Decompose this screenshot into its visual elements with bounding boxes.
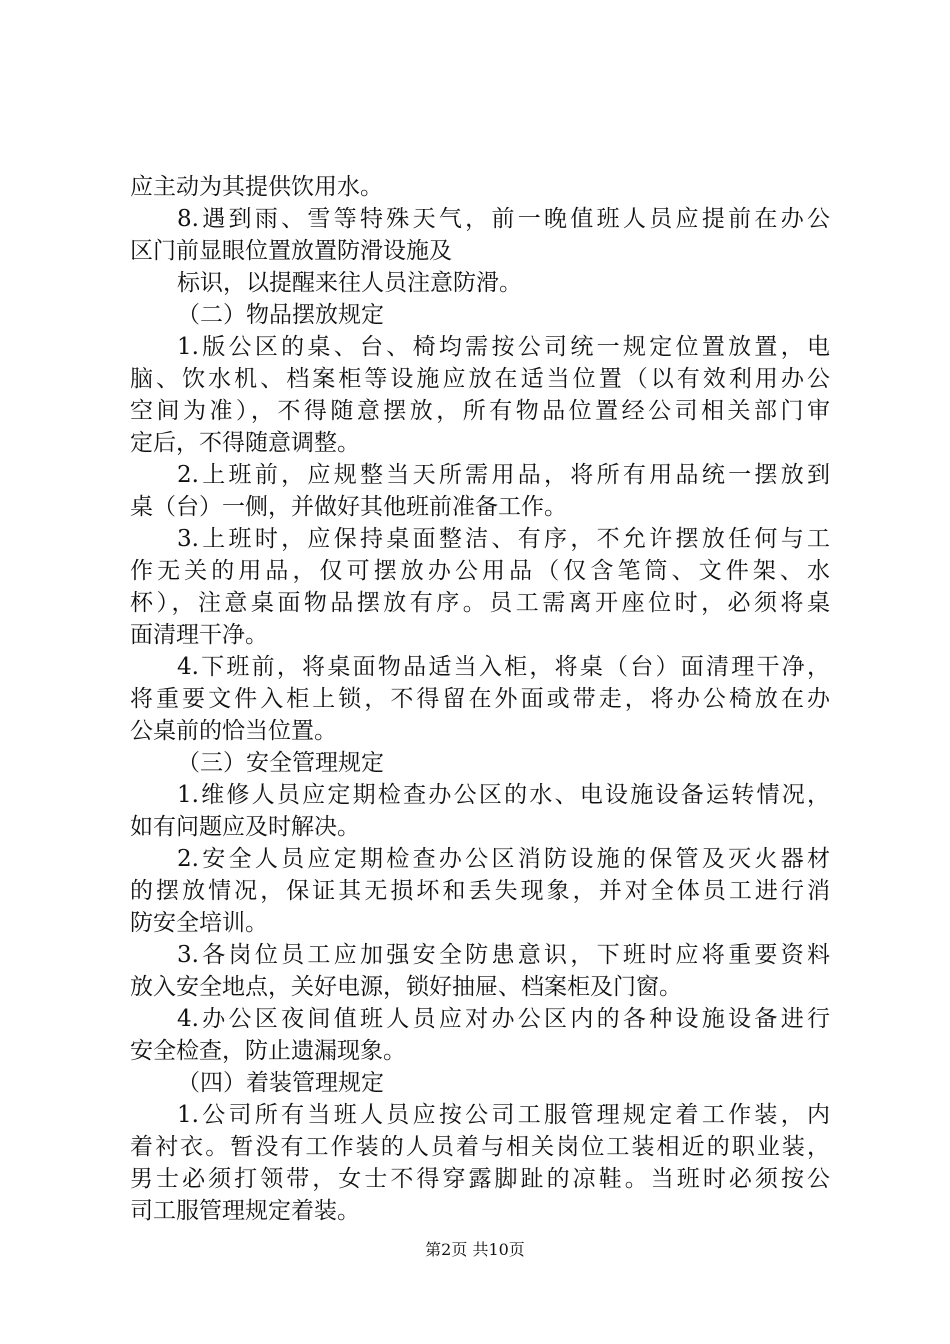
text-line: 放入安全地点，关好电源，锁好抽屉、档案柜及门窗。 bbox=[130, 974, 682, 1000]
text-line: 杯），注意桌面物品摆放有序。员工需离开座位时，必须将桌 bbox=[130, 590, 830, 616]
section-heading: （四）着装管理规定 bbox=[177, 1070, 384, 1096]
text-line: 3.上班时，应保持桌面整洁、有序，不允许摆放任何与工 bbox=[177, 526, 830, 552]
text-line: 公桌前的恰当位置。 bbox=[130, 718, 337, 744]
text-line: 区门前显眼位置放置防滑设施及 bbox=[130, 238, 452, 264]
text-line: 3.各岗位员工应加强安全防患意识，下班时应将重要资料 bbox=[177, 942, 830, 968]
text-line: 1.公司所有当班人员应按公司工服管理规定着工作装，内 bbox=[177, 1102, 830, 1128]
text-line: 脑、饮水机、档案柜等设施应放在适当位置（以有效利用办公 bbox=[130, 366, 830, 392]
text-line: 的摆放情况，保证其无损坏和丢失现象，并对全体员工进行消 bbox=[130, 878, 830, 904]
text-line: 1.维修人员应定期检查办公区的水、电设施设备运转情况， bbox=[177, 782, 830, 808]
text-line: 安全检查，防止遗漏现象。 bbox=[130, 1038, 406, 1064]
text-line: 空间为准），不得随意摆放，所有物品位置经公司相关部门审 bbox=[130, 398, 830, 424]
text-line: 标识，以提醒来往人员注意防滑。 bbox=[177, 270, 522, 296]
text-line: 防安全培训。 bbox=[130, 910, 268, 936]
text-line: 将重要文件入柜上锁，不得留在外面或带走，将办公椅放在办 bbox=[130, 686, 830, 712]
text-line: 8.遇到雨、雪等特殊天气，前一晚值班人员应提前在办公 bbox=[177, 206, 830, 232]
text-line: 应主动为其提供饮用水。 bbox=[130, 174, 383, 200]
text-line: 定后，不得随意调整。 bbox=[130, 430, 360, 456]
text-line: 4.办公区夜间值班人员应对办公区内的各种设施设备进行 bbox=[177, 1006, 830, 1032]
text-line: 1.版公区的桌、台、椅均需按公司统一规定位置放置，电 bbox=[177, 334, 830, 360]
section-heading: （三）安全管理规定 bbox=[177, 750, 384, 776]
text-line: 司工服管理规定着装。 bbox=[130, 1198, 360, 1224]
section-heading: （二）物品摆放规定 bbox=[177, 302, 384, 328]
text-line: 2.上班前，应规整当天所需用品，将所有用品统一摆放到 bbox=[177, 462, 830, 488]
text-line: 如有问题应及时解决。 bbox=[130, 814, 360, 840]
text-line: 男士必须打领带，女士不得穿露脚趾的凉鞋。当班时必须按公 bbox=[130, 1166, 830, 1192]
text-line: 4.下班前，将桌面物品适当入柜，将桌（台）面清理干净， bbox=[177, 654, 830, 680]
text-line: 2.安全人员应定期检查办公区消防设施的保管及灭火器材 bbox=[177, 846, 830, 872]
text-line: 作无关的用品，仅可摆放办公用品（仅含笔筒、文件架、水 bbox=[130, 558, 830, 584]
text-line: 面清理干净。 bbox=[130, 622, 268, 648]
text-line: 着衬衣。暂没有工作装的人员着与相关岗位工装相近的职业装， bbox=[130, 1134, 830, 1160]
page-number-footer: 第2页 共10页 bbox=[425, 1240, 525, 1259]
text-line: 桌（台）一侧，并做好其他班前准备工作。 bbox=[130, 494, 567, 520]
